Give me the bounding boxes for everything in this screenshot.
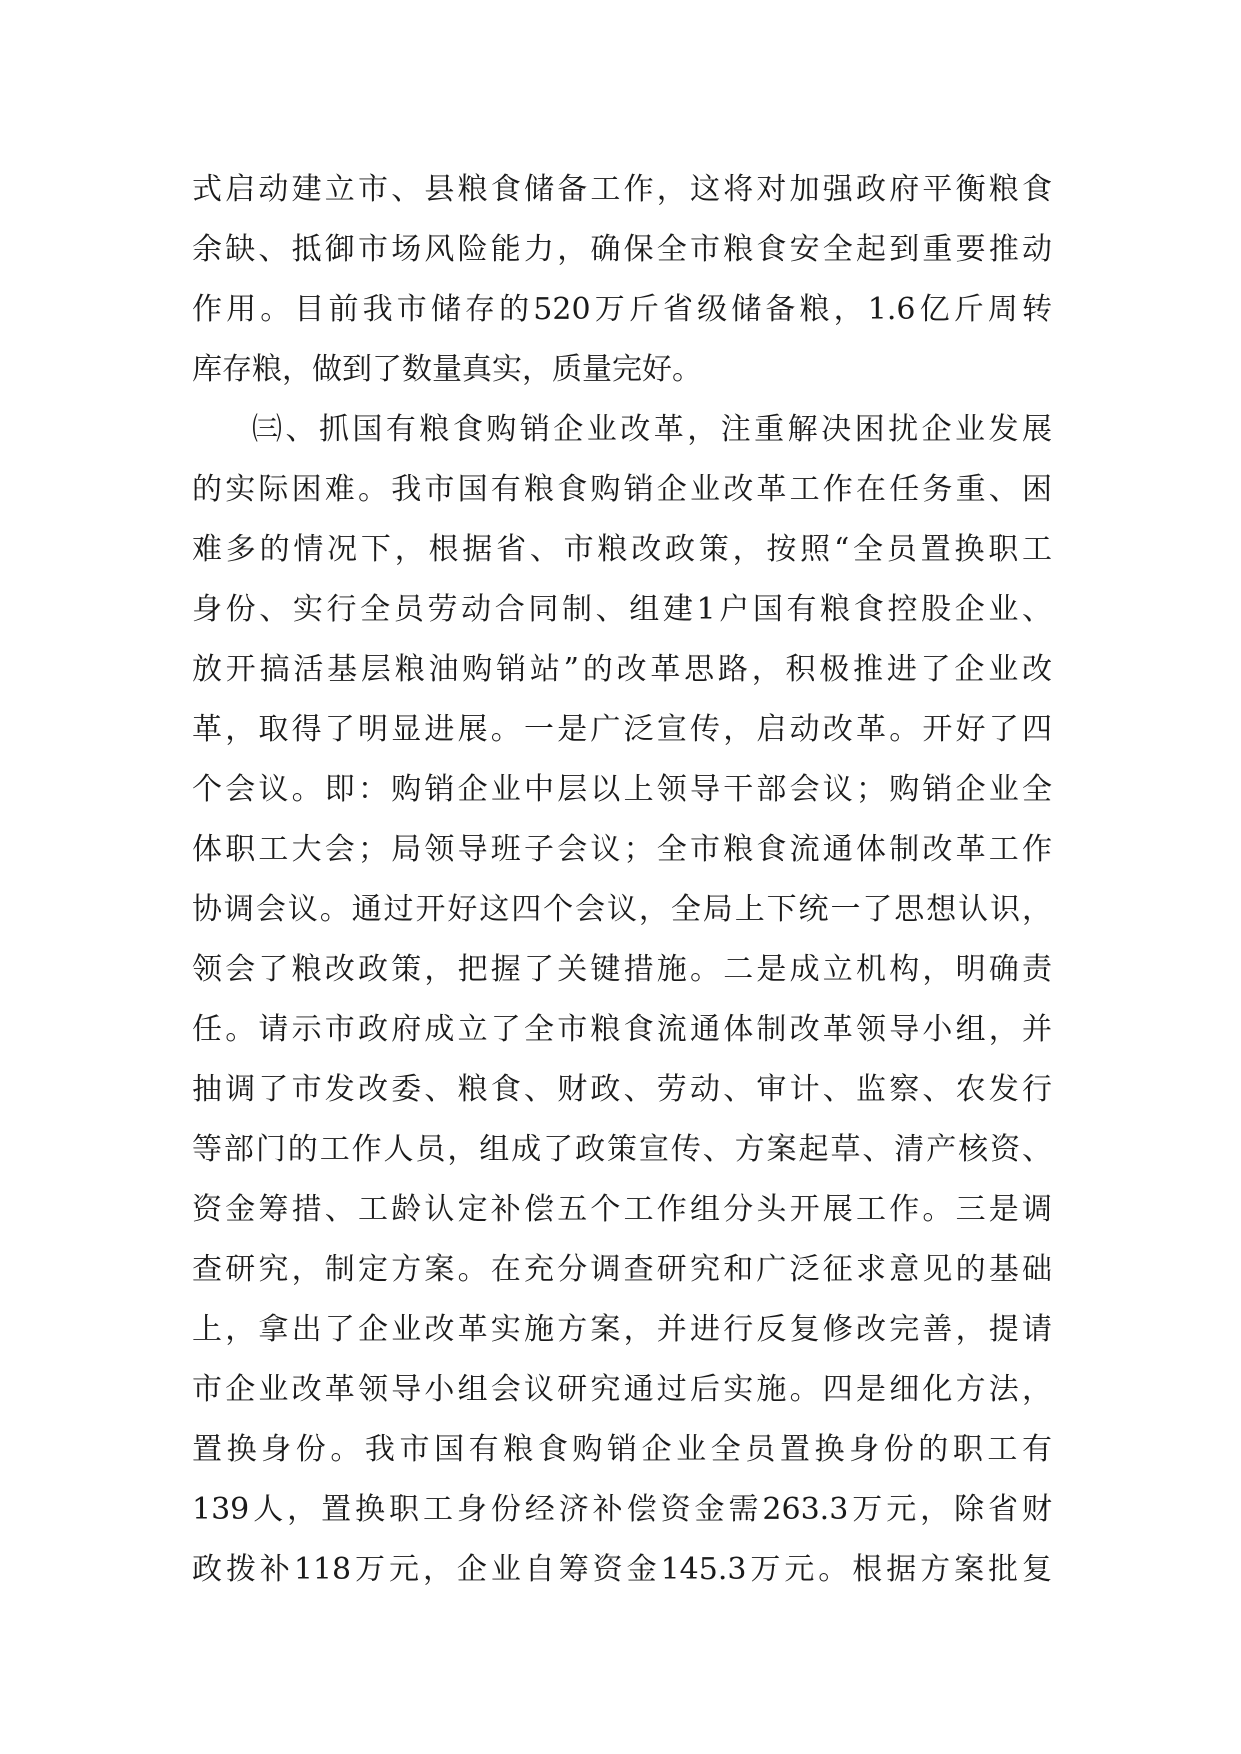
text-line: 库存粮，做到了数量真实，质量完好。 <box>192 352 702 387</box>
text-line: 139人，置换职工身份经济补偿资金需263.3万元，除省财 <box>192 1492 1052 1527</box>
text-line: 抽调了市发改委、粮食、财政、劳动、审计、监察、农发行 <box>192 1072 1052 1107</box>
text-line: 资金筹措、工龄认定补偿五个工作组分头开展工作。三是调 <box>192 1192 1052 1227</box>
text-line: 领会了粮改政策，把握了关键措施。二是成立机构，明确责 <box>192 952 1052 987</box>
text-line: 体职工大会；局领导班子会议；全市粮食流通体制改革工作 <box>192 832 1052 867</box>
text-line: 难多的情况下，根据省、市粮改政策，按照“全员置换职工 <box>192 532 1052 567</box>
text-line: 个会议。即：购销企业中层以上领导干部会议；购销企业全 <box>192 772 1052 807</box>
text-line: 置换身份。我市国有粮食购销企业全员置换身份的职工有 <box>192 1432 1052 1467</box>
text-line: 身份、实行全员劳动合同制、组建1户国有粮食控股企业、 <box>192 592 1052 627</box>
text-line: 革，取得了明显进展。一是广泛宣传，启动改革。开好了四 <box>192 712 1052 747</box>
text-line: ㈢、抓国有粮食购销企业改革，注重解决困扰企业发展 <box>252 412 1052 447</box>
text-line: 余缺、抵御市场风险能力，确保全市粮食安全起到重要推动 <box>192 232 1052 267</box>
text-line: 协调会议。通过开好这四个会议，全局上下统一了思想认识， <box>192 892 1052 927</box>
text-line: 作用。目前我市储存的520万斤省级储备粮，1.6亿斤周转 <box>192 292 1052 327</box>
text-line: 政拨补118万元，企业自筹资金145.3万元。根据方案批复 <box>192 1552 1052 1587</box>
body-text <box>192 160 1052 1600</box>
text-line: 查研究，制定方案。在充分调查研究和广泛征求意见的基础 <box>192 1252 1052 1287</box>
text-line: 式启动建立市、县粮食储备工作，这将对加强政府平衡粮食 <box>192 172 1052 207</box>
text-line: 等部门的工作人员，组成了政策宣传、方案起草、清产核资、 <box>192 1132 1052 1167</box>
text-line: 上，拿出了企业改革实施方案，并进行反复修改完善，提请 <box>192 1312 1052 1347</box>
text-line: 的实际困难。我市国有粮食购销企业改革工作在任务重、困 <box>192 472 1052 507</box>
text-line: 放开搞活基层粮油购销站”的改革思路，积极推进了企业改 <box>192 652 1052 687</box>
text-line: 市企业改革领导小组会议研究通过后实施。四是细化方法， <box>192 1372 1052 1407</box>
text-line: 任。请示市政府成立了全市粮食流通体制改革领导小组，并 <box>192 1012 1052 1047</box>
